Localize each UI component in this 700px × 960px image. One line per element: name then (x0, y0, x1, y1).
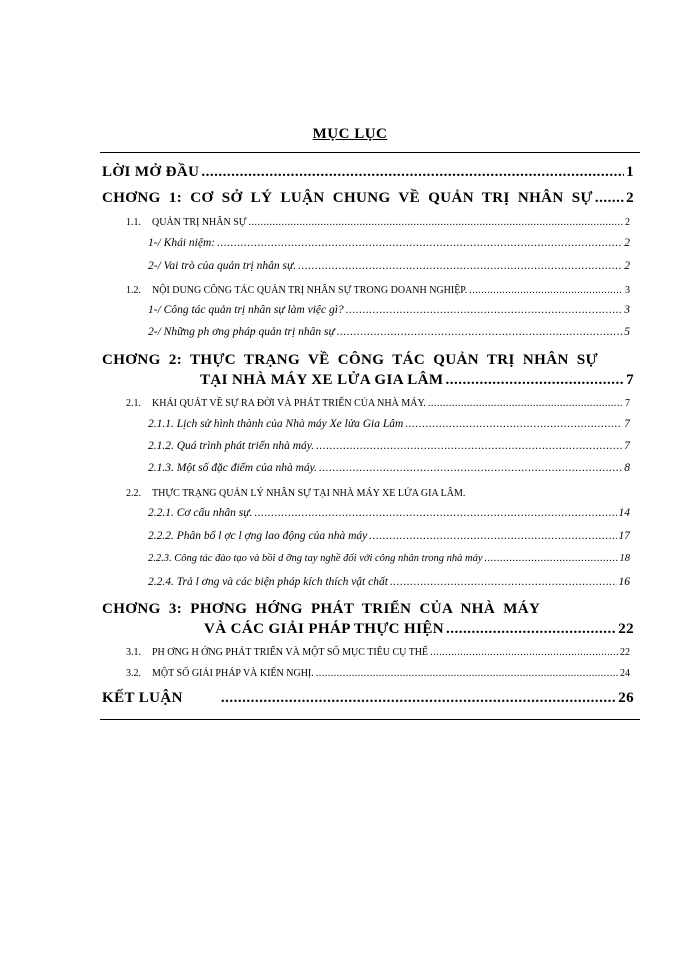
toc-page-number: 5 (624, 326, 630, 338)
page-title: MỤC LỤC (312, 126, 388, 142)
toc-entry-item[interactable] (148, 237, 630, 249)
dot-leader (217, 237, 622, 249)
toc-entry-label: KẾT LUẬN (102, 690, 183, 706)
toc-entry-label: CHƠNG 1: CƠ SỞ LÝ LUẬN CHUNG VỀ QUẢN TRỊ NHÂN SỰ (102, 190, 593, 206)
toc-page-number: 2 (626, 190, 634, 206)
dot-leader (316, 668, 618, 679)
toc-entry-item[interactable] (148, 462, 630, 474)
toc-entry-label: 2.2.2. Phân bổ l ợc l ợng lao động của nhà máy (148, 530, 368, 542)
toc-entry-item[interactable] (148, 507, 630, 519)
toc-page-number: 2 (624, 260, 630, 272)
toc-page-number: 7 (624, 418, 630, 430)
toc-page-number: 26 (618, 690, 634, 706)
toc-entry-item[interactable] (148, 304, 630, 316)
dot-leader (221, 690, 616, 707)
dot-leader (428, 398, 623, 409)
toc-entry-chapter-3[interactable] (204, 621, 634, 638)
toc-entry-section-1-2[interactable] (126, 285, 630, 296)
toc-page-number: 2 (625, 217, 630, 228)
toc-entry-chapter-1[interactable] (102, 190, 634, 207)
dot-leader (346, 304, 623, 316)
toc-entry-label: 1-/ Khái niệm: (148, 237, 216, 249)
toc-entry-label: 2.2.1. Cơ cấu nhân sự. (148, 507, 253, 519)
toc-entry-section-1-1[interactable] (126, 217, 630, 228)
dot-leader (485, 553, 618, 564)
toc-entry-chapter-2[interactable] (200, 372, 634, 389)
toc-entry-label: 2.1.1. Lịch sử hình thành của Nhà máy Xe lửa Gia Lâm (148, 418, 404, 430)
dot-leader (249, 217, 623, 228)
toc-entry-chapter-2-line-1[interactable]: CHƠNG 2: THỰC TRẠNG VỀ CÔNG TÁC QUẢN TRỊ NHÂN SỰ (102, 352, 598, 368)
toc-page-number: 24 (620, 668, 630, 679)
toc-page-number: 3 (624, 304, 630, 316)
toc-entry-section-3-1[interactable] (126, 647, 630, 658)
dot-leader (337, 326, 623, 338)
toc-entry-label: 2.2.3. Công tác đào tạo và bồi d ỡng tay nghề đối với công nhân trong nhà máy (148, 553, 483, 564)
toc-entry-section-3-2[interactable] (126, 668, 630, 679)
toc-entry-label: 1-/ Công tác quản trị nhân sự làm việc gì? (148, 304, 344, 316)
dot-leader (469, 285, 623, 296)
toc-entry-label: 2.2.4. Trả l ơng và các biện pháp kích thích vật chất (148, 576, 388, 588)
toc-entry-section-2-2[interactable] (126, 488, 630, 499)
toc-entry-item[interactable] (148, 260, 630, 272)
toc-entry-label: 3.1. PH ƠNG H ỚNG PHÁT TRIỂN VÀ MỘT SỐ MỤC TIÊU CỤ THỂ (126, 647, 429, 658)
toc-entry-item[interactable] (148, 530, 630, 542)
toc-entry-label: 2-/ Vai trò của quản trị nhân sự. (148, 260, 297, 272)
toc-page-number: 7 (626, 372, 634, 388)
dot-leader (446, 621, 616, 638)
toc-entry-label: 1.2. NỘI DUNG CÔNG TÁC QUẢN TRỊ NHÂN SỰ TRONG DOANH NGHIỆP. (126, 285, 468, 296)
toc-entry-item[interactable] (148, 553, 630, 564)
toc-page-number: 16 (618, 576, 630, 588)
toc-entry-label: 3.2. MỘT SỐ GIẢI PHÁP VÀ KIẾN NGHỊ. (126, 668, 314, 679)
toc-page-number: 22 (618, 621, 634, 637)
dot-leader (254, 507, 616, 519)
dot-leader (319, 462, 622, 474)
toc-entry-label: 2.2. THỰC TRẠNG QUẢN LÝ NHÂN SỰ TẠI NHÀ MÁY XE LỬA GIA LÂM. (126, 488, 466, 499)
toc-page-number: 2 (624, 237, 630, 249)
toc-entry-item[interactable] (148, 440, 630, 452)
dot-leader (201, 164, 624, 181)
toc-entry-intro[interactable] (102, 164, 634, 181)
dot-leader (595, 190, 624, 207)
toc-page-number: 22 (620, 647, 630, 658)
toc-page-number: 1 (626, 164, 634, 180)
toc-entry-label: 2-/ Những ph ơng pháp quản trị nhân sự (148, 326, 335, 338)
toc-entry-conclusion[interactable] (102, 690, 634, 707)
toc-page-number: 18 (619, 553, 630, 564)
toc-entry-chapter-3-line-1[interactable]: CHƠNG 3: PHƠNG HỚNG PHÁT TRIỂN CỦA NHÀ MÁY (102, 601, 541, 617)
dot-leader (369, 530, 616, 542)
toc-entry-label: VÀ CÁC GIẢI PHÁP THỰC HIỆN (204, 621, 444, 637)
toc-entry-label: 2.1. KHÁI QUÁT VỀ SỰ RA ĐỜI VÀ PHÁT TRIỂN CỦA NHÀ MÁY. (126, 398, 426, 409)
toc-entry-item[interactable] (148, 576, 630, 588)
dot-leader (405, 418, 622, 430)
toc-entry-item[interactable] (148, 418, 630, 430)
toc-page-number: 7 (625, 398, 630, 409)
dot-leader (445, 372, 624, 389)
dot-leader (298, 260, 622, 272)
toc-entry-label: 2.1.3. Một số đặc điểm của nhà máy. (148, 462, 317, 474)
toc-page-number: 7 (624, 440, 630, 452)
toc-entry-label: LỜI MỞ ĐẦU (102, 164, 200, 180)
dot-leader (430, 647, 618, 658)
dot-leader (316, 440, 622, 452)
toc-entry-section-2-1[interactable] (126, 398, 630, 409)
dot-leader (390, 576, 617, 588)
toc-entry-label: 2.1.2. Quá trình phát triển nhà máy. (148, 440, 315, 452)
toc-page-number: 3 (625, 285, 630, 296)
toc-entry-label: TẠI NHÀ MÁY XE LỬA GIA LÂM (200, 372, 444, 388)
toc-page-number: 14 (618, 507, 630, 519)
toc-entry-label: 1.1. QUẢN TRỊ NHÂN SỰ (126, 217, 247, 228)
toc-entry-item[interactable] (148, 326, 630, 338)
toc-page-number: 17 (618, 530, 630, 542)
toc-page-number: 8 (624, 462, 630, 474)
